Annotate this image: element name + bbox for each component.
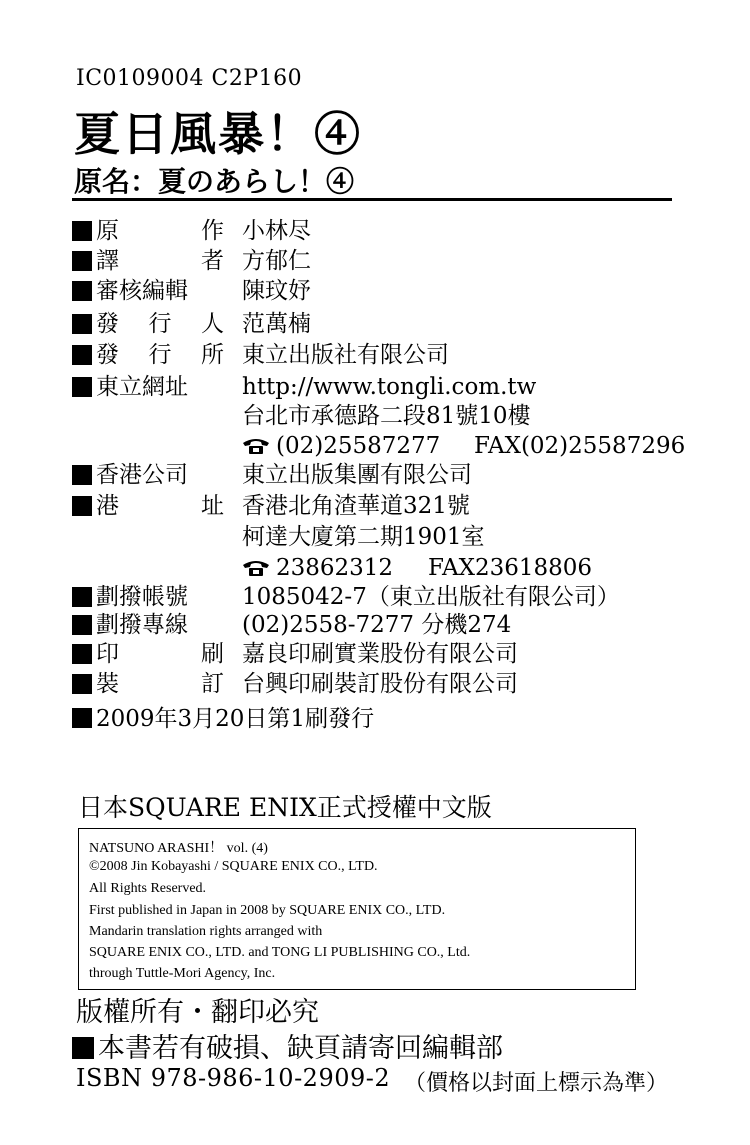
bullet-square xyxy=(72,345,92,365)
copyright-line: Mandarin translation rights arranged with xyxy=(89,924,323,939)
release-date-text: 2009年3月20日第1刷發行 xyxy=(96,706,375,732)
bullet-square xyxy=(72,708,92,728)
credit-value: 陳玟妤 xyxy=(242,278,311,304)
credit-label-text: 譯 者 xyxy=(96,248,224,274)
title-divider xyxy=(72,198,672,201)
credit-label xyxy=(72,275,232,307)
credit-label-text: 發 行 所 xyxy=(96,342,224,368)
fax-number: FAX(02)25587296 xyxy=(474,433,686,459)
bullet-square xyxy=(72,615,92,635)
copyright-line: First published in Japan in 2008 by SQUARE ENIX CO., LTD. xyxy=(89,903,446,918)
product-code: IC0109004 C2P160 xyxy=(76,66,303,91)
credit-label-text: 審核編輯 xyxy=(96,278,188,304)
bullet-square xyxy=(72,1037,94,1059)
credit-label-text: 印 刷 xyxy=(96,641,224,667)
bullet-square xyxy=(72,496,92,516)
copyright-line: All Rights Reserved. xyxy=(89,881,207,896)
credit-label xyxy=(72,459,232,491)
credit-label-text: 裝 訂 xyxy=(96,671,224,697)
credit-value: 方郁仁 xyxy=(242,248,311,274)
credit-value: 東立出版社有限公司 xyxy=(242,342,449,368)
telephone-icon xyxy=(242,437,270,455)
bullet-square xyxy=(72,377,92,397)
bullet-square xyxy=(72,465,92,485)
credit-value: 范萬楠 xyxy=(242,311,311,337)
credit-value: http://www.tongli.com.tw xyxy=(242,374,537,400)
credit-label xyxy=(72,245,232,277)
copyright-line: SQUARE ENIX CO., LTD. and TONG LI PUBLISHING CO., Ltd. xyxy=(89,945,471,960)
credit-value: 嘉良印刷實業股份有限公司 xyxy=(242,641,518,667)
credit-value: 台興印刷裝訂股份有限公司 xyxy=(242,671,518,697)
bullet-square xyxy=(72,644,92,664)
credit-value: 1085042-7（東立出版社有限公司） xyxy=(242,584,620,610)
credit-label xyxy=(72,490,232,522)
credit-label-text: 劃撥專線 xyxy=(96,612,188,638)
credit-label-text: 劃撥帳號 xyxy=(96,584,188,610)
credit-value: 台北市承德路二段81號10樓 xyxy=(242,403,531,429)
damage-notice-text: 本書若有破損、缺頁請寄回編輯部 xyxy=(98,1033,503,1064)
bullet-square xyxy=(72,221,92,241)
bullet-square xyxy=(72,314,92,334)
credit-label xyxy=(72,609,232,641)
copyright-line: through Tuttle-Mori Agency, Inc. xyxy=(89,966,276,981)
phone-number: 23862312 xyxy=(276,555,394,581)
book-title: 夏日風暴！④ xyxy=(74,107,362,161)
damage-notice xyxy=(72,1026,503,1065)
copyright-box xyxy=(78,828,636,990)
credit-label-text: 發 行 人 xyxy=(96,311,224,337)
credit-value: 柯達大廈第二期1901室 xyxy=(242,524,485,550)
contact-line xyxy=(242,430,686,462)
credit-label xyxy=(72,339,232,371)
fax-number: FAX23618806 xyxy=(428,555,593,581)
isbn: ISBN 978-986-10-2909-2 xyxy=(76,1064,391,1092)
original-title: 原名：夏のあらし！④ xyxy=(74,165,355,198)
release-date xyxy=(72,700,374,733)
credit-label xyxy=(72,638,232,670)
credit-label xyxy=(72,371,232,403)
credit-label-text: 港 址 xyxy=(96,493,224,519)
bullet-square xyxy=(72,674,92,694)
rights-statement: 版權所有・翻印必究 xyxy=(76,997,319,1028)
credit-label-text: 東立網址 xyxy=(96,374,188,400)
license-statement: 日本SQUARE ENIX正式授權中文版 xyxy=(78,793,492,822)
phone-number: (02)25587277 xyxy=(276,433,441,459)
telephone-icon xyxy=(242,559,270,577)
credit-label-text: 香港公司 xyxy=(96,462,188,488)
credit-value: 東立出版集團有限公司 xyxy=(242,462,472,488)
credit-value: 香港北角渣華道321號 xyxy=(242,493,470,519)
contact-line xyxy=(242,552,593,584)
credit-label-text: 原 作 xyxy=(96,218,224,244)
bullet-square xyxy=(72,281,92,301)
copyright-line: NATSUNO ARASHI！ vol. (4) xyxy=(89,841,268,856)
bullet-square xyxy=(72,587,92,607)
price-note: （價格以封面上標示為準） xyxy=(404,1071,669,1096)
credit-label xyxy=(72,215,232,247)
credit-label xyxy=(72,668,232,700)
credit-value: (02)2558-7277 分機274 xyxy=(242,612,512,638)
credit-value: 小林尽 xyxy=(242,218,311,244)
credit-label xyxy=(72,308,232,340)
copyright-line: ©2008 Jin Kobayashi / SQUARE ENIX CO., LTD. xyxy=(89,859,378,874)
bullet-square xyxy=(72,251,92,271)
